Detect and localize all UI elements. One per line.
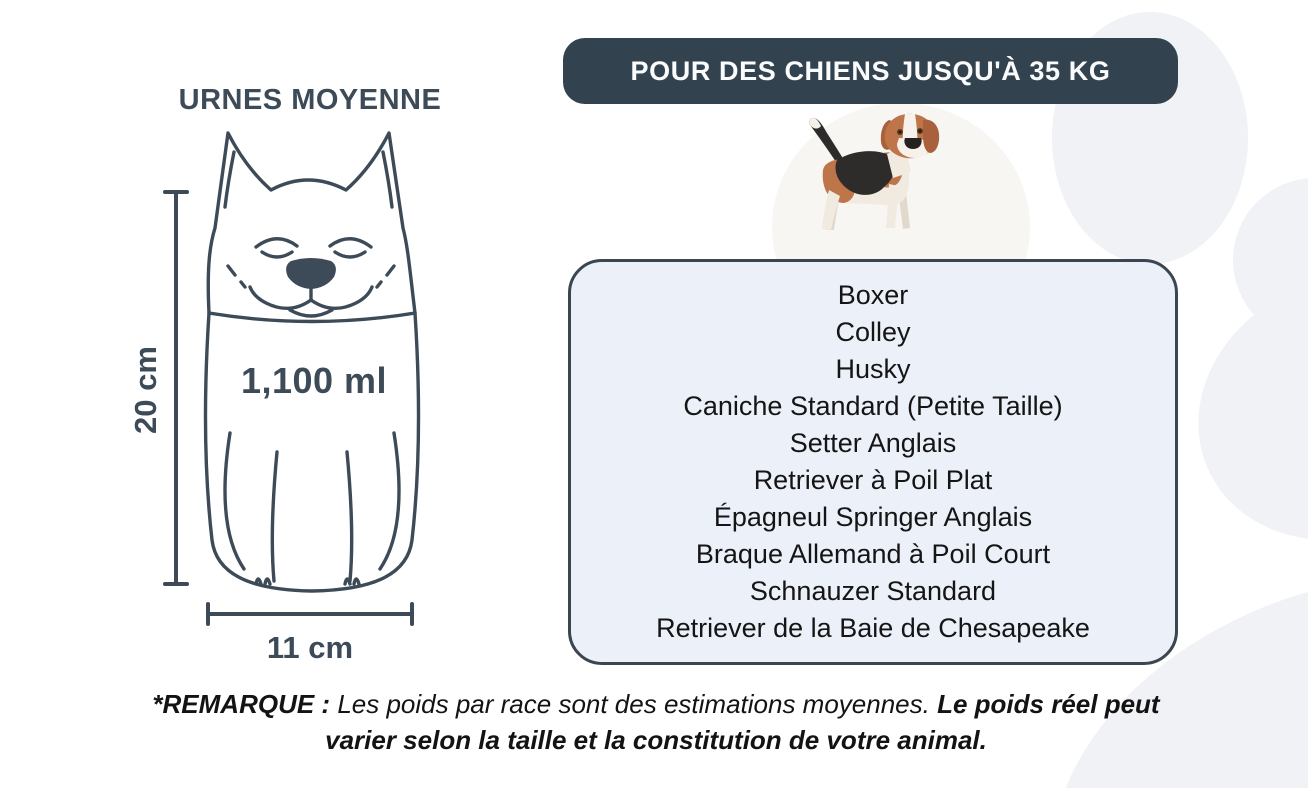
note-regular: Les poids par race sont des estimations moyennes.	[337, 689, 930, 719]
height-dimension-line	[174, 192, 178, 584]
breed-list-box	[568, 259, 1178, 665]
breed-item: Braque Allemand à Poil Court	[695, 539, 1051, 569]
urn-volume-label: 1,100 ml	[240, 360, 388, 401]
beagle-eye	[919, 130, 922, 133]
dimension-cap	[206, 602, 210, 626]
beagle-illustration	[793, 110, 941, 238]
dimension-cap	[163, 582, 189, 586]
beagle-near-leg	[822, 190, 840, 230]
weight-banner	[563, 38, 1178, 104]
urn-width-label: 11 cm	[266, 630, 354, 665]
breed-item: Husky	[835, 354, 911, 384]
breed-item: Épagneul Springer Anglais	[713, 502, 1033, 532]
note-prefix: *REMARQUE :	[152, 689, 331, 719]
breed-item: Caniche Standard (Petite Taille)	[683, 391, 1063, 421]
page-title: URNES MOYENNE	[178, 84, 442, 116]
dimension-cap	[410, 602, 414, 626]
breed-item: Retriever à Poil Plat	[753, 465, 993, 495]
breed-item: Retriever de la Baie de Chesapeake	[656, 613, 1090, 643]
breed-item: Colley	[835, 317, 911, 347]
urn-body-outline	[206, 313, 419, 591]
breed-list	[571, 262, 1175, 662]
note-bold: Le poids réel peut varier selon la taille et la constitution de votre animal.	[325, 689, 1160, 755]
note-text	[146, 686, 1166, 758]
width-dimension-line	[208, 612, 414, 616]
beagle-near-ear	[923, 120, 939, 153]
breed-item: Boxer	[837, 280, 909, 310]
beagle-tail-tip	[809, 118, 821, 129]
breed-item: Setter Anglais	[789, 428, 957, 458]
weight-banner-label: POUR DES CHIENS JUSQU'À 35 KG	[630, 55, 1111, 86]
beagle-eye	[899, 131, 902, 134]
breed-item: Schnauzer Standard	[749, 576, 997, 606]
urn-height-label: 20 cm	[128, 346, 163, 434]
dimension-cap	[163, 190, 189, 194]
